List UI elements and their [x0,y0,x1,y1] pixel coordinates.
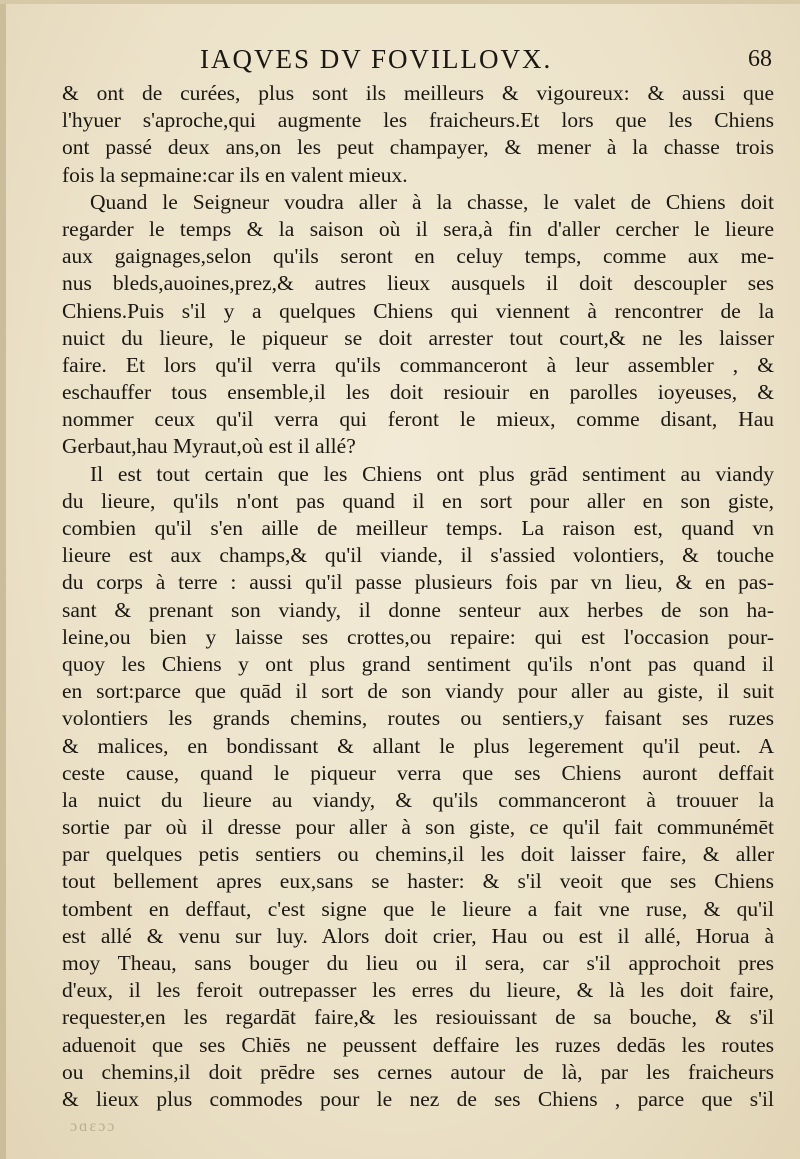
text-line: regarder le temps & la saison où il sera,à fin d'aller cercher le lieure [62,216,774,241]
text-line: & ont de curées, plus sont ils meilleurs & vigoureux: & aussi que [62,81,774,105]
text-line: ou chemins,il doit prēdre ses cernes autour de là, par les fraicheurs [62,1059,774,1084]
text-line: l'hyuer s'aproche,qui augmente les fraicheurs.Et lors que les Chiens [62,108,774,133]
text-line: la nuict du lieure au viandy, & qu'ils commanceront à trouuer la [62,787,774,812]
text-line: tombent en deffaut, c'est signe que le lieure a fait vne ruse, & qu'il [62,896,774,921]
running-title: IAQVES DV FOVILLOVX. [200,44,553,74]
text-line: ont passé deux ans,on les peut champayer, & mener à la chasse trois [62,135,774,160]
text-line: faire. Et lors qu'il verra qu'ils commanceront à leur assembler , & [62,352,774,377]
text-line: nuict du lieure, le piqueur se doit arrester tout court,& ne les laisser [62,325,774,350]
paragraph-2 [62,189,774,461]
running-header [60,44,772,74]
text-line: par quelques petis sentiers ou chemins,il les doit laisser faire, & aller [62,842,774,867]
body-text [62,80,774,1113]
paragraph-3 [62,461,774,1114]
text-line: moy Theau, sans bouger du lieu ou il sera, car s'il approchoit pres [62,951,774,975]
text-line: sortie par où il dresse pour aller à son giste, ce qu'il fait communémēt [62,815,774,840]
text-line: combien qu'il s'en aille de meilleur temps. La raison est, quand vn [62,516,774,540]
text-line: Quand le Seigneur voudra aller à la chasse, le valet de Chiens doit [90,189,774,214]
text-line: aux gaignages,selon qu'ils seront en celuy temps, comme aux me- [62,244,774,269]
text-line: en sort:parce que quād il sort de son viandy pour aller au giste, il suit [62,679,774,704]
page-number: 68 [748,46,772,72]
signature-mark: ɔɑɛɔɔ [70,1118,117,1135]
text-line: volontiers les grands chemins, routes ou sentiers,y faisant ses ruzes [62,706,774,731]
text-line: tout bellement apres eux,sans se haster: & s'il veoit que ses Chiens [62,869,774,894]
text-line: Il est tout certain que les Chiens ont plus grād sentiment au viandy [90,461,774,486]
text-line: eschauffer tous ensemble,il les doit resiouir en parolles ioyeuses, & [62,380,774,405]
text-line: & lieux plus commodes pour le nez de ses Chiens , parce que s'il [62,1086,774,1111]
text-line: du corps à terre : aussi qu'il passe plusieurs fois par vn lieu, & en pas- [62,570,774,595]
text-line: du lieure, qu'ils n'ont pas quand il en sort pour aller en son giste, [62,488,774,513]
text-line: ceste cause, quand le piqueur verra que ses Chiens auront deffait [62,760,774,785]
page-edge-left [0,0,6,1159]
text-line: leine,ou bien y laisse ses crottes,ou repaire: qui est l'occasion pour- [62,624,774,649]
page-edge-top [0,0,800,4]
paragraph-1 [62,80,774,189]
text-line: nommer ceux qu'il verra qui feront le mieux, comme disant, Hau [62,407,774,432]
text-line: nus bleds,auoines,prez,& autres lieux ausquels il doit descoupler ses [62,271,774,296]
text-line: aduenoit que ses Chiēs ne peussent deffaire les ruzes dedās les routes [62,1032,774,1057]
text-line: fois la sepmaine:car ils en valent mieux. [62,162,408,187]
text-line: d'eux, il les feroit outrepasser les erres du lieure, & là les doit faire, [62,978,774,1003]
text-line: Chiens.Puis s'il y a quelques Chiens qui viennent à rencontrer de la [62,298,774,323]
text-line: lieure est aux champs,& qu'il viande, il s'assied volontiers, & touche [62,543,774,568]
text-line: quoy les Chiens y ont plus grand sentiment qu'ils n'ont pas quand il [62,651,774,676]
text-line: Gerbaut,hau Myraut,où est il allé? [62,434,356,459]
text-line: & malices, en bondissant & allant le plus legerement qu'il peut. A [62,733,774,758]
text-line: est allé & venu sur luy. Alors doit crier, Hau ou est il allé, Horua à [62,923,774,948]
text-line: sant & prenant son viandy, il donne senteur aux herbes de son ha- [62,597,774,622]
text-line: requester,en les regardāt faire,& les resiouissant de sa bouche, & s'il [62,1005,774,1030]
